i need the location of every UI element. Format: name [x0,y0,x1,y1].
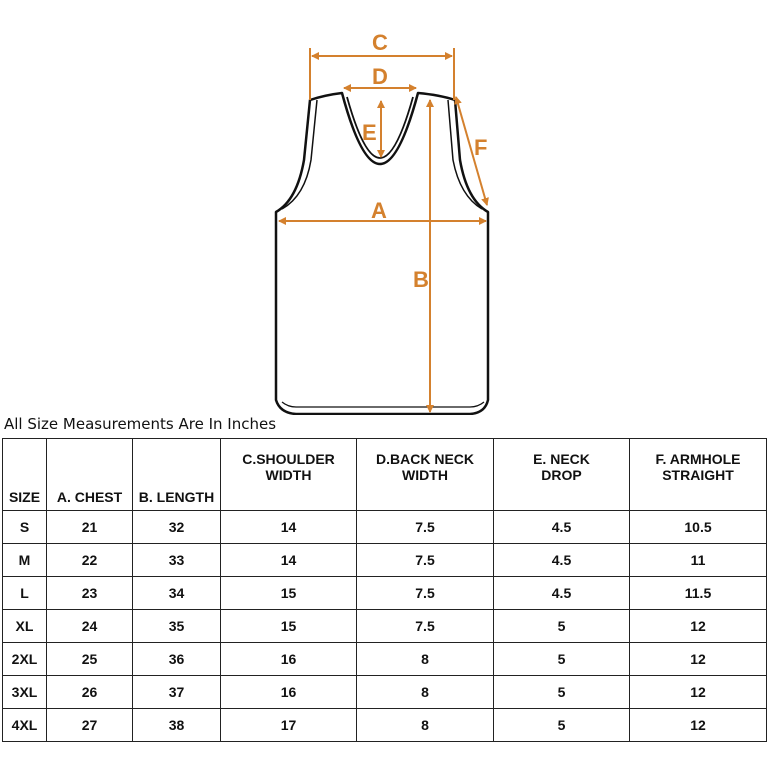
cell-size: S [3,511,47,544]
header-armhole-line: F. ARMHOLE [655,451,741,467]
header-back-neck-line: WIDTH [402,467,448,483]
cell-back-neck: 8 [357,643,494,676]
cell-length: 38 [133,709,221,742]
cell-armhole: 12 [630,676,767,709]
header-neck-drop-line: E. NECK [533,451,590,467]
cell-chest: 25 [47,643,133,676]
cell-length: 33 [133,544,221,577]
header-shoulder-line: WIDTH [265,467,312,483]
header-size-line: SIZE [8,489,41,505]
table-row [3,643,767,676]
dim-f-label: F [474,135,488,160]
header-armhole-line: STRAIGHT [662,467,734,483]
table-row [3,709,767,742]
header-length-line: B. LENGTH [138,489,215,505]
cell-back-neck: 8 [357,709,494,742]
header-back-neck [357,439,494,511]
cell-size: L [3,577,47,610]
cell-neck-drop: 5 [494,709,630,742]
cell-length: 34 [133,577,221,610]
cell-length: 37 [133,676,221,709]
cell-length: 35 [133,610,221,643]
cell-length: 36 [133,643,221,676]
cell-neck-drop: 4.5 [494,577,630,610]
header-row [3,439,767,511]
header-size [3,439,47,511]
header-chest-line: A. CHEST [56,489,123,505]
cell-back-neck: 8 [357,676,494,709]
cell-armhole: 12 [630,643,767,676]
table-row [3,511,767,544]
cell-shoulder: 14 [221,544,357,577]
cell-neck-drop: 5 [494,643,630,676]
cell-armhole: 12 [630,610,767,643]
header-neck-drop [494,439,630,511]
cell-chest: 21 [47,511,133,544]
cell-shoulder: 14 [221,511,357,544]
cell-chest: 24 [47,610,133,643]
cell-size: 3XL [3,676,47,709]
cell-shoulder: 15 [221,610,357,643]
hem-stitch [282,402,484,407]
cell-armhole: 11 [630,544,767,577]
cell-size: 2XL [3,643,47,676]
cell-armhole: 12 [630,709,767,742]
measurement-caption: All Size Measurements Are In Inches [4,415,277,433]
cell-size: XL [3,610,47,643]
cell-neck-drop: 5 [494,676,630,709]
dim-c-label: C [372,30,388,55]
dim-a-label: A [371,198,387,223]
cell-armhole: 10.5 [630,511,767,544]
header-neck-drop-line: DROP [541,467,582,483]
header-chest [47,439,133,511]
cell-neck-drop: 5 [494,610,630,643]
cell-back-neck: 7.5 [357,610,494,643]
table-row [3,577,767,610]
header-shoulder-line: C.SHOULDER [242,451,335,467]
cell-shoulder: 15 [221,577,357,610]
dim-e-label: E [362,120,377,145]
cell-back-neck: 7.5 [357,511,494,544]
cell-shoulder: 16 [221,676,357,709]
dim-d-label: D [372,64,388,89]
header-armhole [630,439,767,511]
size-chart-body [3,511,767,742]
size-chart-header [3,439,767,511]
header-length [133,439,221,511]
cell-chest: 23 [47,577,133,610]
table-row [3,676,767,709]
cell-neck-drop: 4.5 [494,511,630,544]
cell-chest: 27 [47,709,133,742]
header-shoulder [221,439,357,511]
cell-chest: 26 [47,676,133,709]
size-chart-table [2,438,767,742]
cell-size: 4XL [3,709,47,742]
cell-size: M [3,544,47,577]
cell-length: 32 [133,511,221,544]
table-row [3,610,767,643]
dimension-labels [362,30,487,292]
table-row [3,544,767,577]
cell-armhole: 11.5 [630,577,767,610]
cell-back-neck: 7.5 [357,577,494,610]
cell-neck-drop: 4.5 [494,544,630,577]
cell-shoulder: 16 [221,643,357,676]
cell-shoulder: 17 [221,709,357,742]
left-armhole-binding [282,100,317,209]
header-back-neck-line: D.BACK NECK [376,451,474,467]
cell-back-neck: 7.5 [357,544,494,577]
dim-b-label: B [413,267,429,292]
cell-chest: 22 [47,544,133,577]
